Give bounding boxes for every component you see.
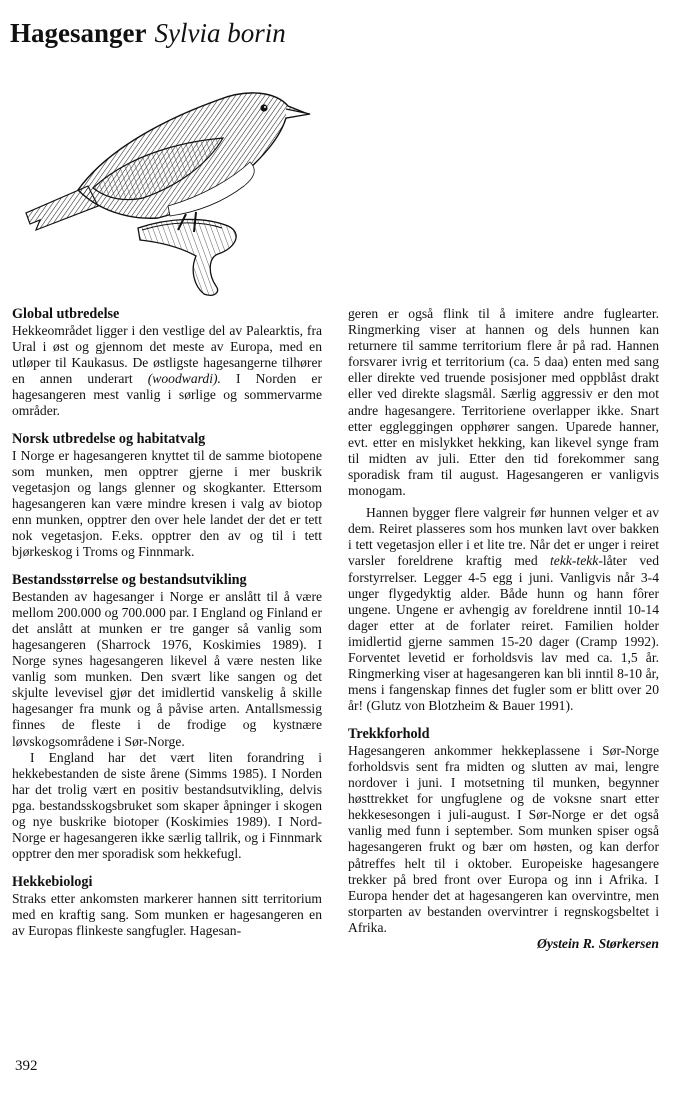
heading-breeding: Hekkebiologi	[12, 874, 93, 891]
common-name: Hagesanger	[10, 18, 147, 48]
heading-population: Bestandsstørrelse og bestandsutvikling	[12, 572, 247, 589]
paragraph-population-1: Bestanden av hagesanger i Norge er anslått til å være mellom 200.000 og 700.000 par. I England og Finland er det anslått at munken er tre ganger så vanlig som hagesangeren (Sharrock 1976, Koskimies 1989). I Norge synes hagesangeren likevel å være nesten like vanlig som munken. Den svært like sangen og det skjulte levevisel gjør det imidlertid vanskelig å skille hagesanger fra munk og å påvise arten. Antallsmessig finnes de fleste i de frodige og kystnære løvskogsområdene i Sør-Norge.	[12, 588, 322, 749]
paragraph-global-distribution: Hekkeområdet ligger i den vestlige del av Palearktis, fra Ural i øst og gjennom det meste av Europa, med en utløper til Kaukasus. De østligste hagesangerne tilhører en annen underart (woodwardi). I Norden er hagesangeren mest vanlig i sørlige og sommervarme områder.	[12, 322, 322, 418]
heading-norwegian-distribution: Norsk utbredelse og habitatvalg	[12, 431, 206, 448]
heading-migration: Trekkforhold	[348, 726, 430, 743]
page-title	[10, 16, 286, 50]
paragraph-breeding-cont: geren er også flink til å imitere andre fuglearter. Ringmerking viser at hannen og dels hunnen kan returnere til samme territorium flere år på rad. Hannen forsvarer ivrig et territorium (ca. 5 daa) enten med sang eller direkte ved truende posisjoner med oppblåst drakt eller ved direkte slagsmål. Særlig aggressiv er den mot andre hagesangere. Territoriene overlapper ikke. Snart etter eggleggingen opphører sangen. Uparede hanner, evt. etter en mislykket hekking, kan likevel synge fram til midten av juli. Etter den tid forekommer sang sporadisk fram til august. Hagesangeren er vanligvis monogam.	[348, 306, 659, 499]
paragraph-breeding-start: Straks etter ankomsten markerer hannen sitt territorium med en kraftig sang. Som munken er hagesangeren en av Europas flinkeste sangfugler. Hagesan-	[12, 890, 322, 938]
paragraph-norwegian-distribution: I Norge er hagesangeren knyttet til de samme biotopene som munken, men opptrer gjerne i mer buskrik vegetasjon og langs glenner og skogkanter. Ettersom hagesangeren kan være mindre kresen i valg av biotop enn munken, opptrer den over hele landet der det er tett nok vegetasjon. F.eks. opptrer den av og til i tett bjørkeskog i Troms og Finnmark.	[12, 447, 322, 560]
latin-name: Sylvia borin	[154, 18, 286, 48]
left-column	[12, 306, 322, 939]
author-signature: Øystein R. Størkersen	[537, 935, 659, 951]
heading-global-distribution: Global utbredelse	[12, 306, 120, 322]
warbler-bird-illustration	[18, 78, 318, 300]
right-column	[348, 306, 659, 952]
page-number: 392	[15, 1058, 38, 1074]
paragraph-migration: Hagesangeren ankommer hekkeplassene i Sør-Norge forholdsvis sent fra midten og slutten av mai, lengre nordover i juni. I motsetning til munken, begynner høsttrekket for ungfuglene og de voksne snart etter hekkesesongen i juli-august. I Sør-Norge er det også vanlig med funn i september. Som munken spiser også hagesangeren frukt og bær om høsten, og kan derfor påtreffes helt til i oktober. Europeiske hagesangere trekker på bred front over Europa og inn i Afrika. I Europa hender det at hagesangeren kan overvintre, men storparten av bestanden overvintrer i regnskogsbeltet i Afrika.	[348, 742, 659, 935]
paragraph-breeding-2: Hannen bygger flere valgreir før hunnen velger et av dem. Reiret plasseres som hos munken lavt over bakken i tett vegetasjon eller i et lite tre. Når det er unger i reiret varsler foreldrene kraftig med tekk-tekk-låter ved forstyrrelser. Legger 4-5 egg i juni. Vanligvis når 3-4 unger flygedyktig alder. Både hunn og hann fôrer ungene. Ungene er avhengig av foreldrene inntil 10-14 dager etter at de forlater reiret. Familien holder imidlertid gjerne sammen 15-20 dager (Cramp 1992). Forventet levetid er forholdsvis lav med ca. 1,5 år. Ringmerking viser at hagesangeren kan bli inntil 8-10 år, mens i fangenskap finnes det fugler som er blitt over 20 år! (Glutz von Blotzheim & Bauer 1991).	[348, 505, 659, 714]
paragraph-population-2: I England har det vært liten forandring i hekkebestanden de siste årene (Simms 1985). I Norden har det trolig vært en positiv bestandsutvikling, delvis pga. bestandsskogsbruket som skaper åpninger i skogen og nye buskrike biotoper (Koskimies 1989). I Nord-Norge er hagesangeren ikke særlig tallrik, og i Finnmark opptrer den mer sporadisk som hekkefugl.	[12, 749, 322, 862]
